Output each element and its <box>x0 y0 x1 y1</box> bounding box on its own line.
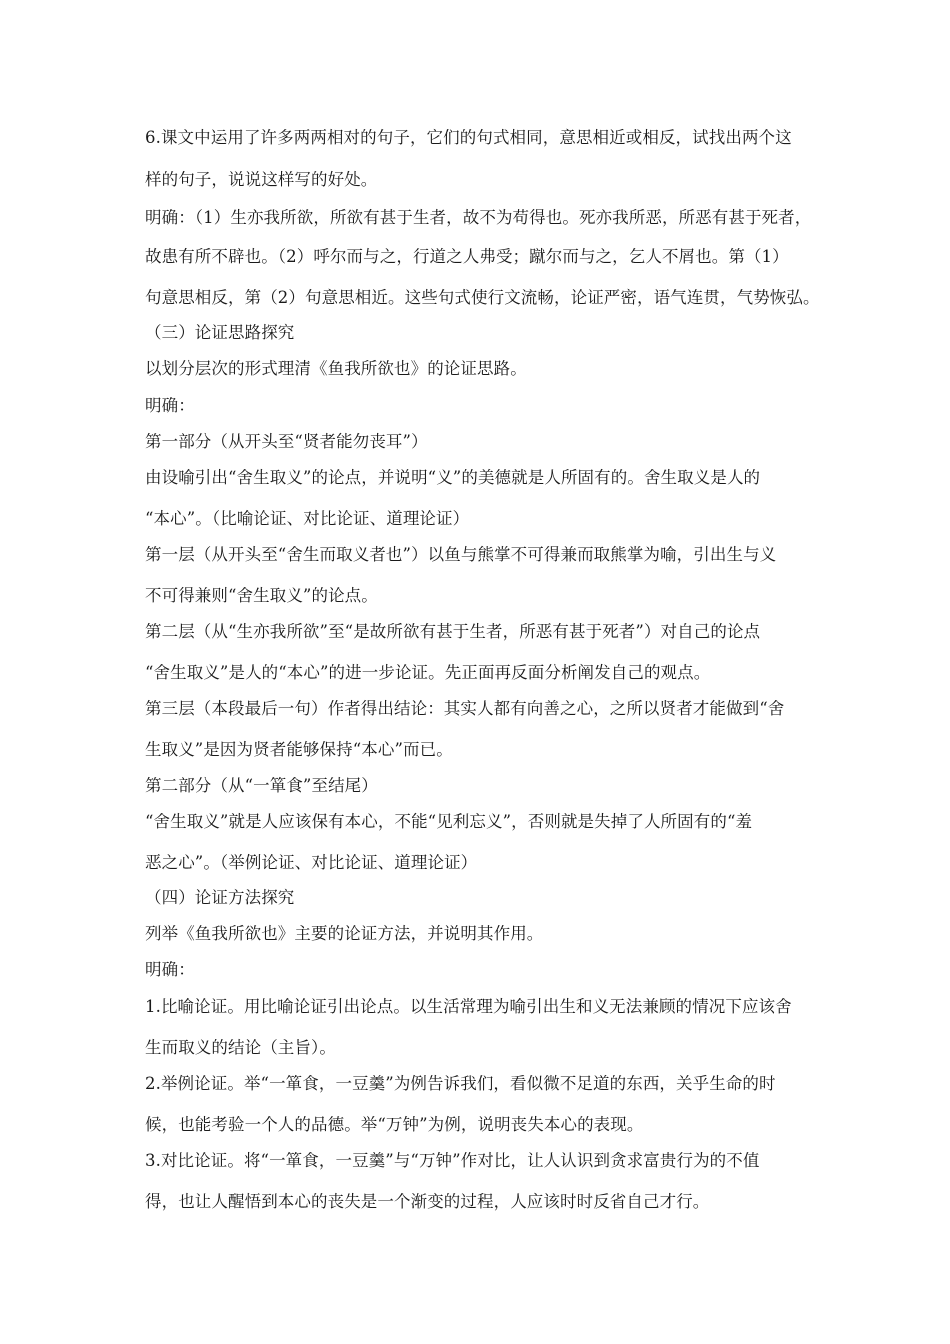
task-4: 列举《鱼我所欲也》主要的论证方法，并说明其作用。 <box>145 924 544 943</box>
section-heading-3: （三）论证思路探究 <box>145 323 295 342</box>
part-2-line-1: “舍生取义”就是人应该保有本心，不能“见利忘义”，否则就是失掉了人所固有的“羞 <box>145 812 753 831</box>
part-1-line-1: 由设喻引出“舍生取义”的论点，并说明“义”的美德就是人所固有的。舍生取义是人的 <box>145 468 761 487</box>
part-2-heading: 第二部分（从“一箪食”至结尾） <box>145 776 378 795</box>
task-3: 以划分层次的形式理清《鱼我所欲也》的论证思路。 <box>145 359 527 378</box>
part-1-line-2: “本心”。（比喻论证、对比论证、道理论证） <box>145 509 470 528</box>
layer-2-line-1: 第二层（从“生亦我所欲”至“是故所欲有甚于生者，所恶有甚于死者”）对自己的论点 <box>145 622 761 641</box>
method-1-line-1: 1.比喻论证。用比喻论证引出论点。以生活常理为喻引出生和义无法兼顾的情况下应该舍 <box>145 997 792 1016</box>
method-3-line-1: 3.对比论证。将“一箪食，一豆羹”与“万钟”作对比，让人认识到贪求富贵行为的不值 <box>145 1151 760 1170</box>
layer-2-line-2: “舍生取义”是人的“本心”的进一步论证。先正面再反面分析阐发自己的观点。 <box>145 663 711 682</box>
answer-label-2: 明确： <box>145 960 195 979</box>
layer-3-line-1: 第三层（本段最后一句）作者得出结论：其实人都有向善之心，之所以贤者才能做到“舍 <box>145 699 785 718</box>
section-heading-4: （四）论证方法探究 <box>145 888 295 907</box>
answer-line-2: 故患有所不辟也。（2）呼尔而与之，行道之人弗受；蹴尔而与之，乞人不屑也。第（1） <box>145 247 789 266</box>
layer-3-line-2: 生取义”是因为贤者能够保持“本心”而已。 <box>145 740 453 759</box>
answer-label: 明确： <box>145 396 195 415</box>
part-2-line-2: 恶之心”。（举例论证、对比论证、道理论证） <box>145 853 478 872</box>
question-6-line-2: 样的句子，说说这样写的好处。 <box>145 170 378 189</box>
part-1-heading: 第一部分（从开头至“贤者能勿丧耳”） <box>145 432 428 451</box>
question-6-line-1: 6.课文中运用了许多两两相对的句子，它们的句式相同，意思相近或相反，试找出两个这 <box>145 128 792 147</box>
method-3-line-2: 得，也让人醒悟到本心的丧失是一个渐变的过程，人应该时时反省自己才行。 <box>145 1192 710 1211</box>
layer-1-line-2: 不可得兼则“舍生取义”的论点。 <box>145 586 378 605</box>
layer-1-line-1: 第一层（从开头至“舍生而取义者也”）以鱼与熊掌不可得兼而取熊掌为喻，引出生与义 <box>145 545 777 564</box>
method-2-line-2: 候，也能考验一个人的品德。举“万钟”为例，说明丧失本心的表现。 <box>145 1115 644 1134</box>
method-2-line-1: 2.举例论证。举“一箪食，一豆羹”为例告诉我们，看似微不足道的东西，关乎生命的时 <box>145 1074 776 1093</box>
method-1-line-2: 生而取义的结论（主旨）。 <box>145 1038 336 1057</box>
answer-line-3: 句意思相反，第（2）句意思相近。这些句式使行文流畅，论证严密，语气连贯，气势恢弘。 <box>145 288 820 307</box>
answer-line-1: 明确：（1）生亦我所欲，所欲有甚于生者，故不为苟得也。死亦我所恶，所恶有甚于死者， <box>145 208 812 227</box>
